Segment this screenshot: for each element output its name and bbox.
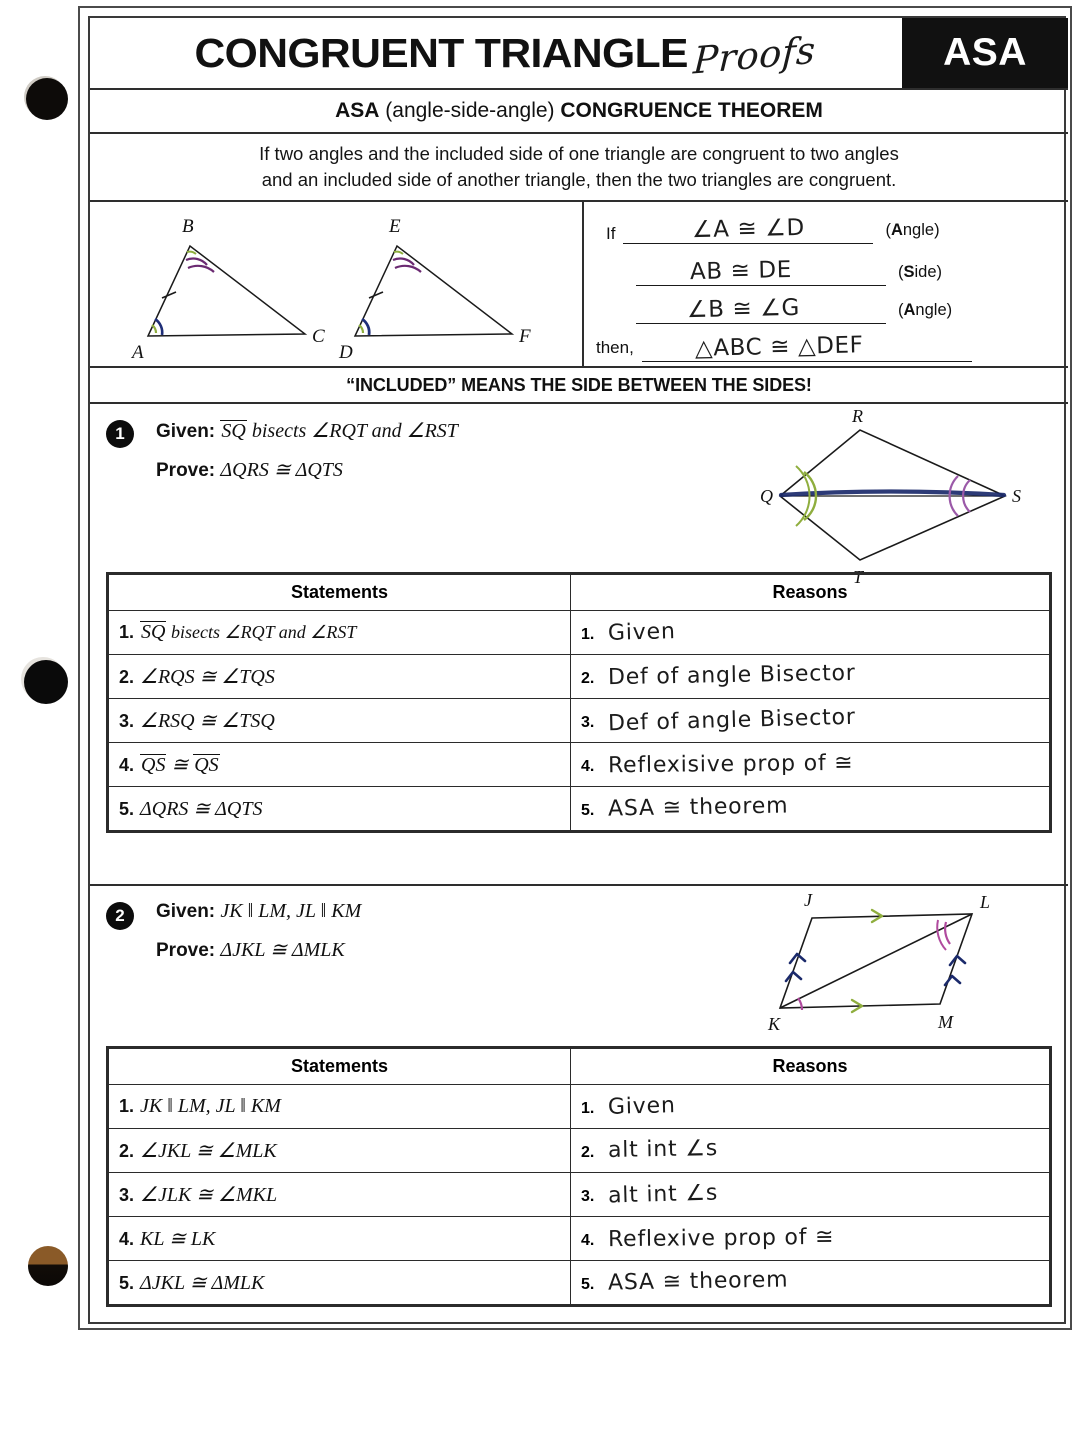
label-k: K <box>768 1014 781 1034</box>
reason-handwriting: alt int ∠s <box>608 1180 719 1209</box>
theorem-expansion: (angle-side-angle) <box>385 99 555 122</box>
included-banner: “INCLUDED” MEANS THE SIDE BETWEEN THE SIDES! <box>90 368 1068 404</box>
table-row <box>109 787 1050 831</box>
fill-blank-1[interactable] <box>636 256 886 286</box>
reason-handwriting: Def of angle Bisector <box>608 660 857 691</box>
fill-answer-2: ∠B ≅ ∠G <box>686 294 800 323</box>
table-row <box>109 655 1050 699</box>
fill-row-2 <box>636 294 952 324</box>
label-s: S <box>1012 486 1021 506</box>
problem-2-number: 2 <box>106 902 134 930</box>
problem-1-number: 1 <box>106 420 134 448</box>
fill-tag-1: (Side) <box>898 263 943 281</box>
statement-cell: 3. ∠RSQ ≅ ∠TSQ <box>109 699 571 743</box>
fill-in-block <box>584 202 1068 366</box>
label-m: M <box>938 1012 953 1032</box>
fill-blank-2[interactable] <box>636 294 886 324</box>
reason-cell[interactable]: 2. Def of angle Bisector <box>571 655 1050 699</box>
binder-hole-middle <box>24 660 68 704</box>
page-title-script: Proofs <box>691 27 817 83</box>
fill-tag-0: (Angle) <box>885 221 940 239</box>
kite-qrst-svg <box>760 406 1050 587</box>
asa-badge: ASA <box>902 18 1068 88</box>
label-a: A <box>132 342 144 363</box>
triangle-def <box>338 216 531 363</box>
fill-tag-2: (Angle) <box>898 301 953 319</box>
triangles-svg <box>90 202 584 366</box>
reason-cell[interactable]: 4. Reflexisive prop of ≅ <box>571 743 1050 787</box>
reason-handwriting: alt int ∠s <box>608 1136 719 1163</box>
title-bar <box>90 18 1068 90</box>
problem-1-proof-table <box>106 572 1052 833</box>
statement-cell: 4. QS ≅ QS <box>109 743 571 787</box>
label-l: L <box>980 892 991 912</box>
reason-handwriting: Def of angle Bisector <box>608 704 857 737</box>
reason-handwriting: ASA ≅ theorem <box>608 793 789 822</box>
table-row <box>109 699 1050 743</box>
statement-cell: 3. ∠JLK ≅ ∠MKL <box>109 1173 571 1217</box>
table-row <box>109 743 1050 787</box>
theorem-line-2: and an included side of another triangle, then the two triangles are congruent. <box>261 169 897 190</box>
fill-blank-0[interactable] <box>623 214 873 244</box>
reason-cell[interactable]: 2. alt int ∠s <box>571 1129 1050 1173</box>
triangles-diagram <box>90 202 584 366</box>
problem-2-proof-table <box>106 1046 1052 1307</box>
statement-cell: 2. ∠RQS ≅ ∠TQS <box>109 655 571 699</box>
statement-cell: 5. ΔQRS ≅ ΔQTS <box>109 787 571 831</box>
fill-row-1 <box>636 256 942 286</box>
reason-handwriting: ASA ≅ theorem <box>608 1267 789 1296</box>
parallelogram-jklm-svg <box>750 886 1050 1036</box>
statement-cell: 4. KL ≅ LK <box>109 1217 571 1261</box>
table-row <box>109 1129 1050 1173</box>
problem-1-figure <box>760 406 1050 587</box>
table-row <box>109 1085 1050 1129</box>
statement-cell: 2. ∠JKL ≅ ∠MLK <box>109 1129 571 1173</box>
reason-handwriting: Given <box>608 619 677 646</box>
worksheet-inner-border <box>88 16 1066 1324</box>
label-c: C <box>312 326 325 347</box>
problem-2-given: Given: JK ‖ LM, JL ‖ KM <box>156 900 362 922</box>
problem-2-header <box>106 900 746 962</box>
title-group <box>90 18 902 88</box>
given-segments: JK ‖ LM, JL ‖ KM <box>220 900 362 922</box>
fill-answer-0: ∠A ≅ ∠D <box>691 214 806 243</box>
reason-cell[interactable]: 3. Def of angle Bisector <box>571 699 1050 743</box>
page-title: CONGRUENT TRIANGLE <box>194 29 689 76</box>
table-header-row <box>109 1049 1050 1085</box>
reason-cell[interactable]: 4. Reflexive prop of ≅ <box>571 1217 1050 1261</box>
theorem-illustration-row <box>90 202 1068 368</box>
if-label: If <box>606 224 616 243</box>
problem-1-header <box>106 418 746 482</box>
reason-handwriting: Reflexisive prop of ≅ <box>608 750 854 779</box>
statement-cell: 1. JK ‖ LM, JL ‖ KM <box>109 1085 571 1129</box>
fill-answer-1: AB ≅ DE <box>689 256 793 285</box>
reason-cell[interactable]: 3. alt int ∠s <box>571 1173 1050 1217</box>
binder-hole-bottom <box>28 1246 68 1286</box>
label-j: J <box>804 890 812 910</box>
statement-cell: 1. SQ bisects ∠RQT and ∠RST <box>109 611 571 655</box>
reason-handwriting: Given <box>608 1093 677 1120</box>
fill-answer-conclusion: △ABC ≅ △DEF <box>694 331 864 362</box>
label-r: R <box>852 406 863 426</box>
theorem-suffix: CONGRUENCE THEOREM <box>560 99 823 122</box>
theorem-statement <box>90 134 1068 202</box>
fill-conclusion-row <box>596 332 972 362</box>
problem-2-figure <box>750 886 1050 1036</box>
worksheet-sheet <box>78 6 1072 1330</box>
reason-cell[interactable]: 5. ASA ≅ theorem <box>571 1261 1050 1305</box>
label-b: B <box>182 216 194 237</box>
triangle-abc <box>130 216 325 363</box>
col-statements-header: Statements <box>109 575 571 611</box>
col-reasons-header: Reasons <box>571 575 1050 611</box>
label-e: E <box>389 216 401 237</box>
problem-1-given: Given: SQ bisects ∠RQT and ∠RST <box>156 420 458 442</box>
label-d: D <box>339 342 353 363</box>
theorem-name <box>90 90 1068 134</box>
binder-hole-top <box>26 78 68 120</box>
theorem-abbr: ASA <box>335 99 380 122</box>
then-label: then, <box>596 338 634 357</box>
reason-handwriting: Reflexive prop of ≅ <box>608 1224 835 1253</box>
reason-cell[interactable]: 1. Given <box>571 611 1050 655</box>
table-row <box>109 1217 1050 1261</box>
reason-cell[interactable]: 5. ASA ≅ theorem <box>571 787 1050 831</box>
problem-2-prove: Prove: ΔJKL ≅ ΔMLK <box>156 939 345 961</box>
fill-row-0 <box>606 214 940 244</box>
fill-blank-conclusion[interactable] <box>642 332 972 362</box>
col-reasons-header: Reasons <box>571 1049 1050 1085</box>
problem-1 <box>90 404 1068 886</box>
segment-sq: SQ <box>221 420 246 442</box>
table-header-row <box>109 575 1050 611</box>
statement-cell: 5. ΔJKL ≅ ΔMLK <box>109 1261 571 1305</box>
label-q: Q <box>760 486 773 506</box>
theorem-line-1: If two angles and the included side of one triangle are congruent to two angles <box>259 142 899 164</box>
col-statements-header: Statements <box>109 1049 571 1085</box>
problem-2 <box>90 886 1068 1326</box>
table-row <box>109 611 1050 655</box>
reason-cell[interactable]: 1. Given <box>571 1085 1050 1129</box>
label-f: F <box>519 326 531 347</box>
table-row <box>109 1261 1050 1305</box>
table-row <box>109 1173 1050 1217</box>
problem-1-prove: Prove: ΔQRS ≅ ΔQTS <box>156 459 343 481</box>
label-t: T <box>853 567 864 587</box>
